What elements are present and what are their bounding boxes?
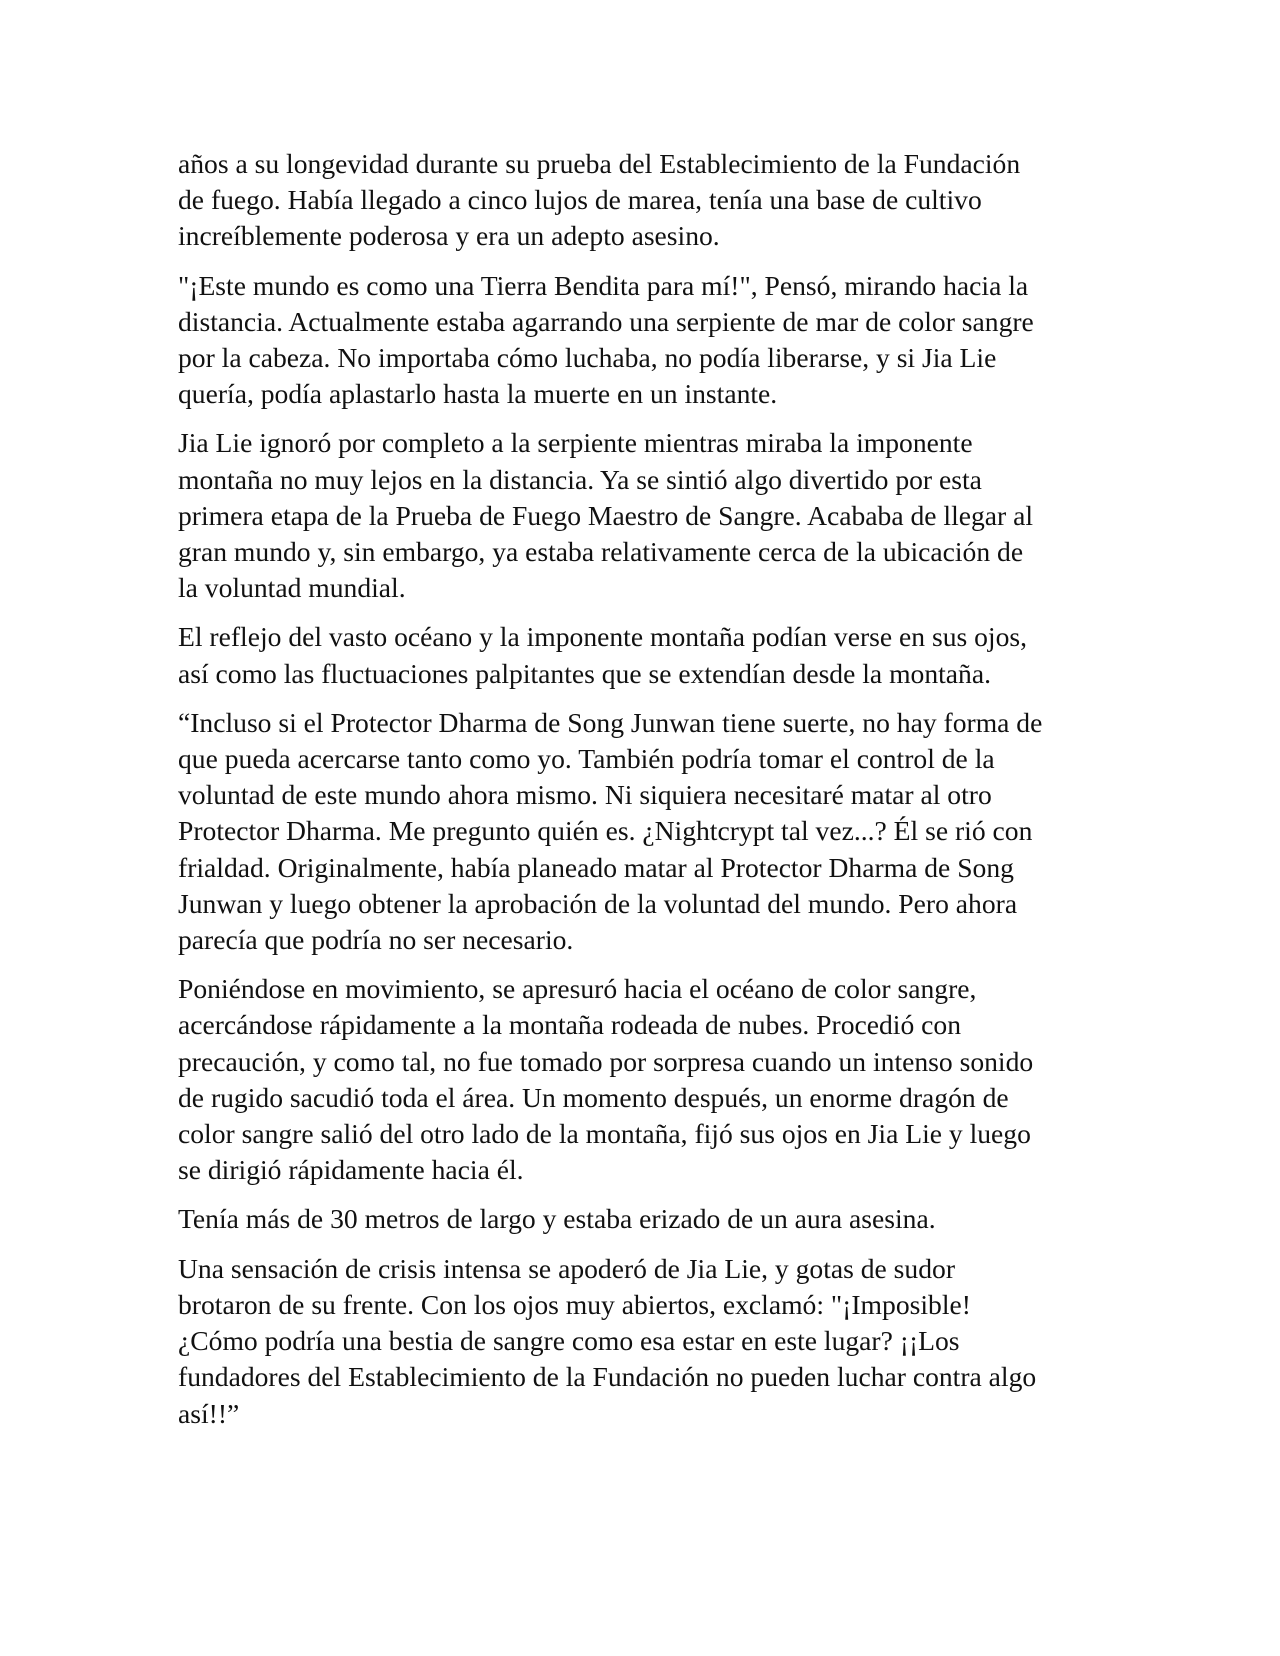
paragraph-5: [178, 705, 1108, 958]
text-line: Una sensación de crisis intensa se apoderó de Jia Lie, y gotas de sudor: [178, 1252, 956, 1284]
text-line: increíblemente poderosa y era un adepto asesino.: [178, 220, 720, 252]
text-line: gran mundo y, sin embargo, ya estaba relativamente cerca de la ubicación de: [178, 536, 1024, 568]
text-line: parecía que podría no ser necesario.: [178, 924, 574, 956]
paragraph-4: [178, 619, 1108, 691]
text-line: voluntad de este mundo ahora mismo. Ni siquiera necesitaré matar al otro: [178, 779, 992, 811]
text-line: ¿Cómo podría una bestia de sangre como esa estar en este lugar? ¡¡Los: [178, 1325, 960, 1357]
text-line: años a su longevidad durante su prueba del Establecimiento de la Fundación: [178, 148, 1021, 179]
text-line: brotaron de su frente. Con los ojos muy abiertos, exclamó: "¡Imposible!: [178, 1288, 971, 1320]
text-line: color sangre salió del otro lado de la montaña, fijó sus ojos en Jia Lie y luego: [178, 1118, 1031, 1150]
paragraph-7: [178, 1201, 1108, 1237]
paragraph-6: [178, 971, 1108, 1188]
text-line: fundadores del Establecimiento de la Fundación no pueden luchar contra algo: [178, 1361, 1037, 1393]
text-line: El reflejo del vasto océano y la imponente montaña podían verse en sus ojos,: [178, 621, 1028, 653]
text-line: “Incluso si el Protector Dharma de Song Junwan tiene suerte, no hay forma de: [178, 706, 1043, 738]
text-line: así como las fluctuaciones palpitantes que se extendían desde la montaña.: [178, 657, 991, 689]
document-page: [178, 146, 1108, 1445]
text-line: quería, podía aplastarlo hasta la muerte en un instante.: [178, 378, 778, 410]
text-line: distancia. Actualmente estaba agarrando una serpiente de mar de color sangre: [178, 305, 1034, 337]
text-line: frialdad. Originalmente, había planeado matar al Protector Dharma de Song: [178, 851, 1014, 883]
text-line: que pueda acercarse tanto como yo. También podría tomar el control de la: [178, 743, 995, 775]
text-line: primera etapa de la Prueba de Fuego Maestro de Sangre. Acababa de llegar al: [178, 499, 1034, 531]
text-line: por la cabeza. No importaba cómo luchaba, no podía liberarse, y si Jia Lie: [178, 342, 997, 374]
text-line: "¡Este mundo es como una Tierra Bendita para mí!", Pensó, mirando hacia la: [178, 269, 1029, 301]
text-line: montaña no muy lejos en la distancia. Ya se sintió algo divertido por esta: [178, 463, 982, 495]
text-line: la voluntad mundial.: [178, 572, 406, 604]
text-line: acercándose rápidamente a la montaña rodeada de nubes. Procedió con: [178, 1009, 961, 1041]
text-line: se dirigió rápidamente hacia él.: [178, 1154, 524, 1186]
text-line: Poniéndose en movimiento, se apresuró hacia el océano de color sangre,: [178, 973, 977, 1005]
paragraph-3: [178, 425, 1108, 606]
text-line: Tenía más de 30 metros de largo y estaba erizado de un aura asesina.: [178, 1203, 936, 1235]
text-line: de fuego. Había llegado a cinco lujos de marea, tenía una base de cultivo: [178, 184, 982, 216]
text-line: así!!”: [178, 1397, 240, 1429]
text-line: de rugido sacudió toda el área. Un momento después, un enorme dragón de: [178, 1081, 1009, 1113]
paragraph-2: [178, 268, 1108, 413]
paragraph-1: [178, 146, 1108, 255]
paragraph-8: [178, 1251, 1108, 1432]
text-line: Junwan y luego obtener la aprobación de la voluntad del mundo. Pero ahora: [178, 887, 1018, 919]
text-line: Jia Lie ignoró por completo a la serpiente mientras miraba la imponente: [178, 427, 973, 459]
text-line: precaución, y como tal, no fue tomado por sorpresa cuando un intenso sonido: [178, 1045, 1034, 1077]
text-line: Protector Dharma. Me pregunto quién es. ¿Nightcrypt tal vez...? Él se rió con: [178, 815, 1033, 847]
